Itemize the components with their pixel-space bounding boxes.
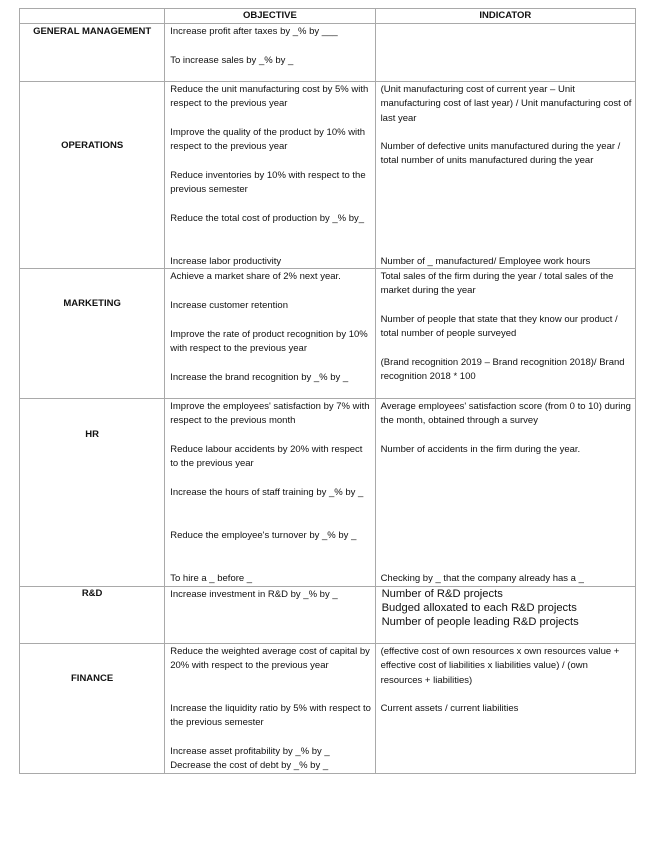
- indicator-text: Average employees' satisfaction score (from 0 to 10) during the month, obtained through a survey: [380, 401, 631, 427]
- table-row: [20, 82, 636, 269]
- indicator-text: (Unit manufacturing cost of current year – Unit manufacturing cost of last year) / Unit manufacturing cost of last year: [380, 84, 632, 124]
- objective-text: Achieve a market share of 2% next year.: [170, 271, 341, 282]
- header-objective: OBJECTIVE: [165, 9, 375, 24]
- area-label: HR: [85, 429, 99, 440]
- table-row: [20, 399, 636, 587]
- objective-text: Increase asset profitability by _% by _: [170, 746, 330, 757]
- indicator-cell: [375, 644, 635, 774]
- objective-text: To increase sales by _% by _: [170, 55, 294, 66]
- table-row: [20, 269, 636, 399]
- table-row: [20, 644, 636, 774]
- area-label: R&D: [81, 588, 103, 599]
- objective-text: Increase the brand recognition by _% by _: [170, 372, 349, 383]
- objective-text: Increase investment in R&D by _% by _: [170, 589, 338, 600]
- objective-cell: [165, 24, 375, 82]
- area-label: OPERATIONS: [61, 140, 124, 151]
- objective-cell: [165, 644, 375, 774]
- objective-text: Reduce the employee's turnover by _% by _: [170, 530, 357, 541]
- indicator-text: (effective cost of own resources x own resources value + effective cost of liabilities x liabilities value) / (own resources + liabilities): [380, 646, 620, 686]
- objective-text: Reduce the weighted average cost of capital by 20% with respect to the previous year: [170, 646, 370, 672]
- indicator-cell: [375, 24, 635, 82]
- objective-cell: [165, 269, 375, 399]
- indicator-text: Number of R&D projects: [381, 588, 503, 600]
- indicator-text: Current assets / current liabilities: [380, 703, 519, 714]
- indicator-text: Number of defective units manufactured during the year / total number of units manufactured during the year: [380, 141, 621, 167]
- area-cell: [20, 24, 165, 82]
- indicator-text: Number of accidents in the firm during the year.: [380, 444, 581, 455]
- table-row: [20, 587, 636, 644]
- indicator-text: Budged alloxated to each R&D projects: [381, 602, 577, 614]
- indicator-text: (Brand recognition 2019 – Brand recognition 2018)/ Brand recognition 2018 * 100: [380, 357, 625, 383]
- objective-text: Increase customer retention: [170, 300, 288, 311]
- indicator-cell: [375, 587, 635, 644]
- objective-cell: [165, 82, 375, 269]
- area-cell: [20, 587, 165, 644]
- objective-text: Reduce the total cost of production by _% by_: [170, 213, 365, 224]
- objective-text: To hire a _ before _: [170, 573, 253, 584]
- area-cell: [20, 82, 165, 269]
- objectives-table: [19, 8, 636, 774]
- objective-text: Increase the hours of staff training by _% by _: [170, 487, 364, 498]
- header-indicator: INDICATOR: [375, 9, 635, 24]
- objective-text: Improve the quality of the product by 10% with respect to the previous year: [170, 127, 366, 153]
- indicator-text: Number of _ manufactured/ Employee work hours: [380, 256, 591, 267]
- objective-text: Reduce the unit manufacturing cost by 5% with respect to the previous year: [170, 84, 369, 110]
- area-label: GENERAL MANAGEMENT: [33, 26, 152, 37]
- indicator-text: Total sales of the firm during the year / total sales of the market during the year: [380, 271, 614, 297]
- objective-text: Increase the liquidity ratio by 5% with respect to the previous semester: [170, 703, 371, 729]
- indicator-cell: [375, 399, 635, 587]
- objective-text: Improve the rate of product recognition by 10% with respect to the previous year: [170, 329, 368, 355]
- indicator-text: Checking by _ that the company already has a _: [380, 573, 584, 584]
- objective-cell: [165, 399, 375, 587]
- indicator-text: Number of people leading R&D projects: [381, 616, 579, 628]
- area-label: FINANCE: [71, 673, 114, 684]
- table-row: [20, 24, 636, 82]
- objective-text: Increase labor productivity: [170, 256, 282, 267]
- header-area: [20, 9, 165, 24]
- area-cell: [20, 399, 165, 587]
- objective-text: Improve the employees' satisfaction by 7% with respect to the previous month: [170, 401, 370, 427]
- area-cell: [20, 269, 165, 399]
- area-cell: [20, 644, 165, 774]
- header-row: [20, 9, 636, 24]
- indicator-cell: [375, 269, 635, 399]
- objective-text: Reduce inventories by 10% with respect to the previous semester: [170, 170, 366, 196]
- objective-text: Decrease the cost of debt by _% by _: [170, 760, 329, 771]
- objective-text: Increase profit after taxes by _% by ___: [170, 26, 338, 37]
- objective-text: Reduce labour accidents by 20% with respect to the previous year: [170, 444, 363, 470]
- objective-cell: [165, 587, 375, 644]
- area-label: MARKETING: [63, 298, 121, 309]
- indicator-text: Number of people that state that they know our product / total number of people surveyed: [380, 314, 618, 340]
- indicator-cell: [375, 82, 635, 269]
